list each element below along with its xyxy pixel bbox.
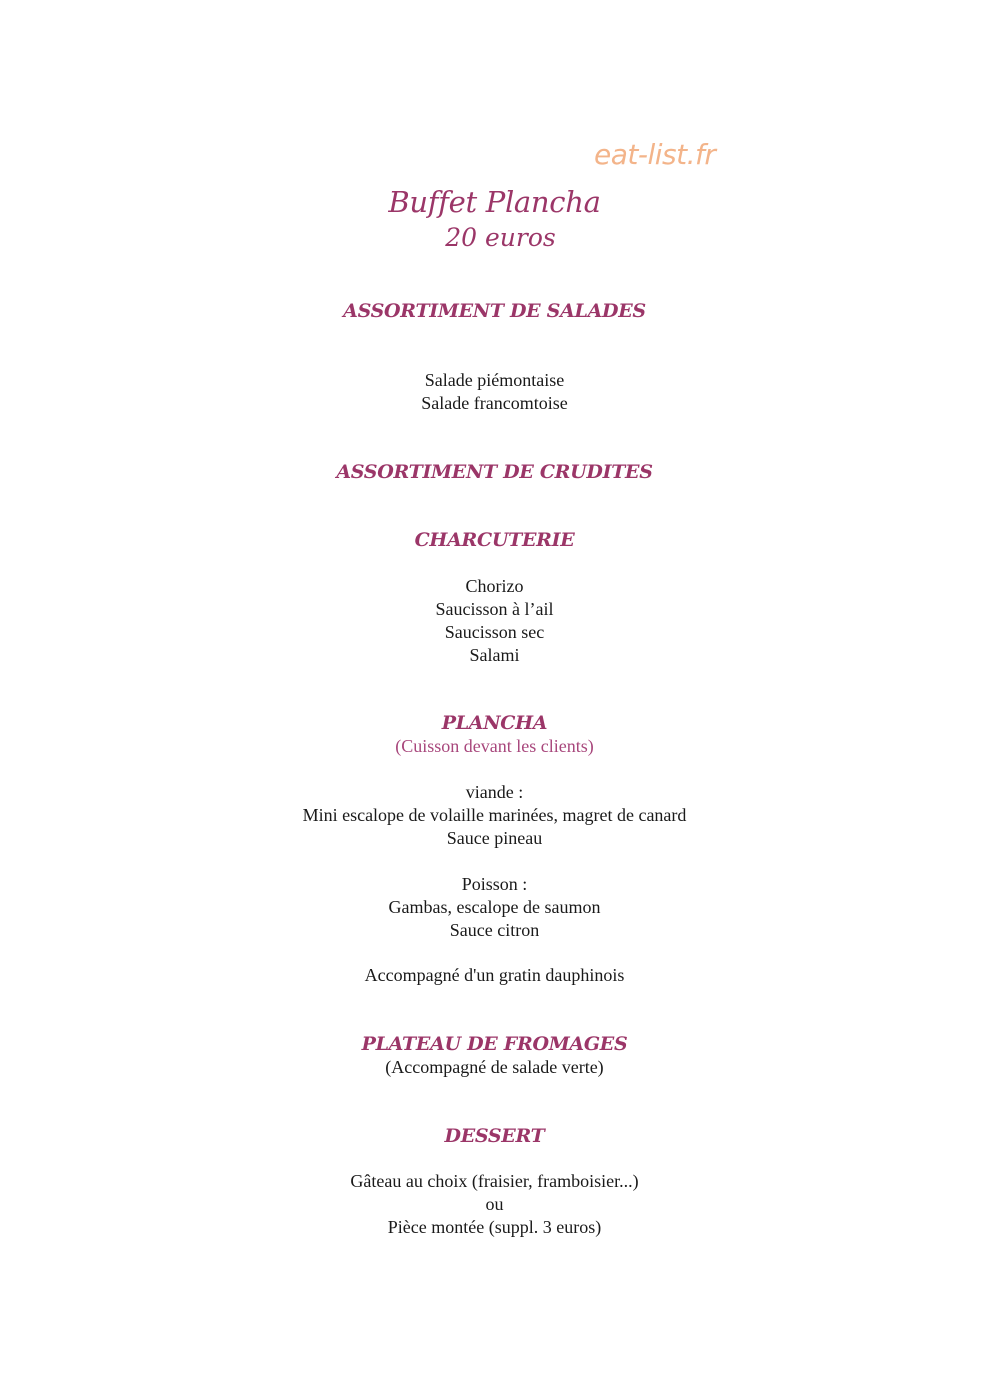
list-item: Salade piémontaise — [424, 370, 565, 390]
list-item: ou — [485, 1194, 504, 1214]
viande-label: viande : — [465, 782, 524, 802]
plancha-note: (Cuisson devant les clients) — [395, 736, 594, 756]
section-heading-fromages: PLATEAU DE FROMAGES — [361, 1033, 628, 1055]
section-heading-plancha: PLANCHA — [441, 712, 548, 734]
list-item: Sauce citron — [449, 920, 540, 940]
section-heading-dessert: DESSERT — [444, 1125, 545, 1147]
list-item: Sauce pineau — [446, 828, 543, 848]
list-item: Gâteau au choix (fraisier, framboisier...) — [350, 1171, 639, 1191]
list-item: Saucisson à l’ail — [435, 599, 554, 619]
section-heading-charcuterie: CHARCUTERIE — [414, 529, 575, 551]
list-item: Chorizo — [465, 576, 524, 596]
poisson-label: Poisson : — [461, 874, 528, 894]
list-item: Mini escalope de volaille marinées, magret de canard — [302, 805, 687, 825]
menu-price: 20 euros — [445, 223, 556, 252]
list-item: Saucisson sec — [444, 622, 545, 642]
list-item: Pièce montée (suppl. 3 euros) — [387, 1217, 602, 1237]
list-item: Salami — [469, 645, 520, 665]
list-item: Gambas, escalope de saumon — [388, 897, 601, 917]
accompaniment-text: Accompagné d'un gratin dauphinois — [364, 965, 625, 985]
list-item: Salade francomtoise — [421, 393, 568, 413]
section-heading-salades: ASSORTIMENT DE SALADES — [343, 300, 646, 322]
fromages-note: (Accompagné de salade verte) — [385, 1057, 604, 1077]
watermark-logo: eat-list.fr — [594, 138, 716, 171]
section-heading-crudites: ASSORTIMENT DE CRUDITES — [336, 461, 653, 483]
menu-title: Buffet Plancha — [388, 185, 601, 219]
